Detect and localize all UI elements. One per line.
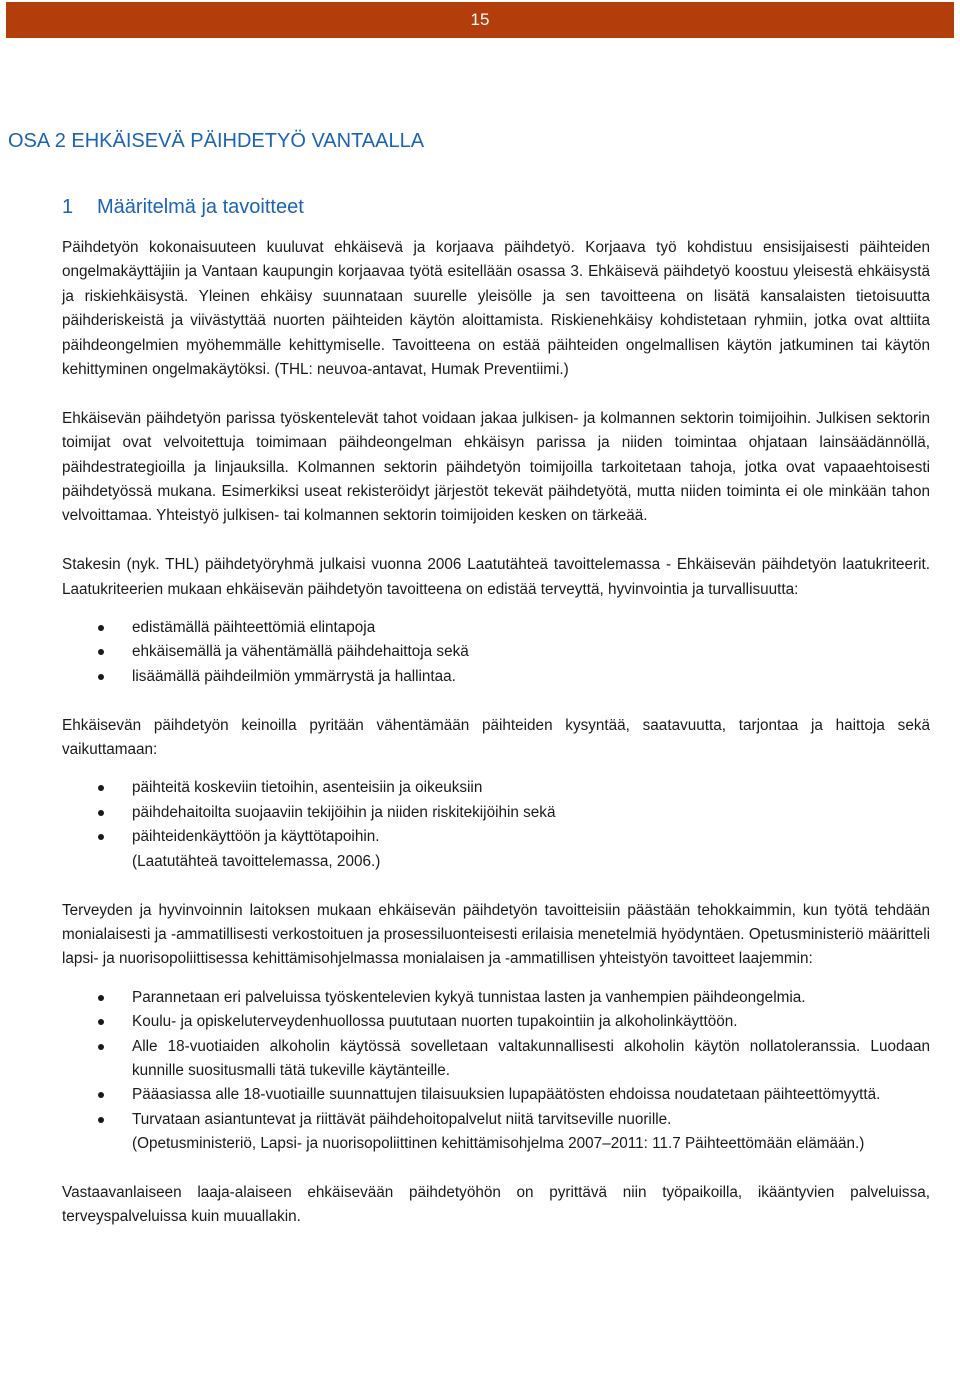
bullet-icon (98, 1092, 104, 1098)
document-body (62, 236, 930, 1230)
bullet-icon (98, 1019, 104, 1025)
paragraph-3: Stakesin (nyk. THL) päihdetyöryhmä julkaisi vuonna 2006 Laatutähteä tavoittelemassa - Ehkäisevän päihdetyön laatukriteerit. Laatukriteerien mukaan ehkäisevän päihdetyön tavoitteena on edistää terveyttä, hyvinvointia ja turvallisuutta: (62, 556, 930, 598)
list-item: päihdehaitoilta suojaaviin tekijöihin ja niiden riskitekijöihin sekä (62, 801, 930, 825)
bullet-list-1 (62, 616, 930, 689)
list-item: lisäämällä päihdeilmiön ymmärrystä ja hallintaa. (62, 665, 930, 689)
bullet-icon (98, 674, 104, 680)
list-item: Pääasiassa alle 18-vuotiaille suunnattujen tilaisuuksien lupapäätösten ehdoissa noudatetaan päihteettömyyttä. (62, 1083, 930, 1107)
section-number: 1 (62, 196, 74, 218)
bullet-icon (98, 995, 104, 1001)
list-item: edistämällä päihteettömiä elintapoja (62, 616, 930, 640)
bullet-icon (98, 625, 104, 631)
list-item: päihteidenkäyttöön ja käyttötapoihin. (62, 825, 930, 849)
paragraph-6: Vastaavanlaiseen laaja-alaiseen ehkäisevään päihdetyöhön on pyrittävä niin työpaikoilla, ikääntyvien palveluissa, terveyspalveluissa kuin muuallakin. (62, 1183, 930, 1226)
list-2-reference: (Laatutähteä tavoittelemassa, 2006.) (132, 852, 381, 870)
list-item: Alle 18-vuotiaiden alkoholin käytössä sovelletaan valtakunnallisesti alkoholin käytön nollatoleranssia. Luodaan kunnille suositusmalli tätä tukeville käytänteille. (62, 1035, 930, 1084)
list-item: ehkäisemällä ja vähentämällä päihdehaittoja sekä (62, 640, 930, 664)
page-header (6, 2, 954, 38)
list-item: päihteitä koskeviin tietoihin, asenteisiin ja oikeuksiin (62, 776, 930, 800)
list-item: Parannetaan eri palveluissa työskentelevien kykyä tunnistaa lasten ja vanhempien päihdeongelmia. (62, 986, 930, 1010)
list-item: Koulu- ja opiskeluterveydenhuollossa puututaan nuorten tupakointiin ja alkoholinkäyttöön. (62, 1010, 930, 1034)
section-title (62, 196, 304, 219)
list-3-reference: (Opetusministeriö, Lapsi- ja nuorisopoliittinen kehittämisohjelma 2007–2011: 11.7 Päihteettömään elämään.) (132, 1135, 865, 1153)
paragraph-5: Terveyden ja hyvinvoinnin laitoksen mukaan ehkäisevän päihdetyön tavoitteisiin päästään tehokkaimmin, kun työtä tehdään monialaisesti ja -ammatillisesti verkostoituen ja prosessiluonteisesti erilaisia menetelmiä hyödyntäen. Opetusministeriö määritteli lapsi- ja nuorisopoliittisessa kehittämisohjelmassa monialaisen ja -ammatillisen yhteistyön tavoitteet laajemmin: (62, 901, 930, 968)
bullet-icon (98, 1044, 104, 1050)
bullet-icon (98, 834, 104, 840)
page-number: 15 (470, 10, 490, 29)
bullet-list-3 (62, 986, 930, 1132)
paragraph-1: Päihdetyön kokonaisuuteen kuuluvat ehkäisevä ja korjaava päihdetyö. Korjaava työ kohdistuu ensisijaisesti päihteiden ongelmakäyttäjiin ja Vantaan kaupungin korjaavaa työtä esitellään osassa 3. Ehkäisevä päihdetyö koostuu yleisestä ehkäisystä ja riskiehkäisystä. Yleinen ehkäisy suunnataan suurelle yleisölle ja sen tavoitteena on lisätä kansalaisten tietoisuutta päihderiskeistä ja viivästyttää nuorten päihteiden käytön aloittamista. Riskienehkäisy kohdistetaan ryhmiin, jotka ovat alttiita päihdeongelmien myöhemmälle kehittymiselle. Tavoitteena on estää päihteiden ongelmallisen käytön jatkuminen tai käytön kehittyminen ongelmakäytöksi. (THL: neuvoa-antavat, Humak Preventiimi.) (62, 239, 930, 379)
section-title-text: Määritelmä ja tavoitteet (97, 196, 304, 218)
bullet-icon (98, 1117, 104, 1123)
list-item: Turvataan asiantuntevat ja riittävät päihdehoitopalvelut niitä tarvitseville nuorille. (62, 1108, 930, 1132)
bullet-icon (98, 649, 104, 655)
bullet-icon (98, 785, 104, 791)
paragraph-4: Ehkäisevän päihdetyön keinoilla pyritään vähentämään päihteiden kysyntää, saatavuutta, tarjontaa ja haittoja sekä vaikuttamaan: (62, 716, 930, 759)
bullet-list-2 (62, 776, 930, 849)
paragraph-2: Ehkäisevän päihdetyön parissa työskentelevät tahot voidaan jakaa julkisen- ja kolmannen sektorin toimijoihin. Julkisen sektorin toimijat ovat velvoitettuja toimimaan päihdeongelman ehkäisyn parissa ja niiden toimintaa ohjataan lainsäädännöllä, päihdestrategioilla ja linjauksilla. Kolmannen sektorin päihdetyön toimijoilla tarkoitetaan tahoja, jotka ovat vapaaehtoisesti päihdetyössä mukana. Esimerkiksi useat rekisteröidyt järjestöt tekevät päihdetyötä, mutta niiden toiminta ei ole minkään tahon velvoittamaa. Yhteistyö julkisen- tai kolmannen sektorin toimijoiden kesken on tärkeää. (62, 409, 930, 525)
bullet-icon (98, 810, 104, 816)
part-title: OSA 2 EHKÄISEVÄ PÄIHDETYÖ VANTAALLA (8, 130, 425, 152)
